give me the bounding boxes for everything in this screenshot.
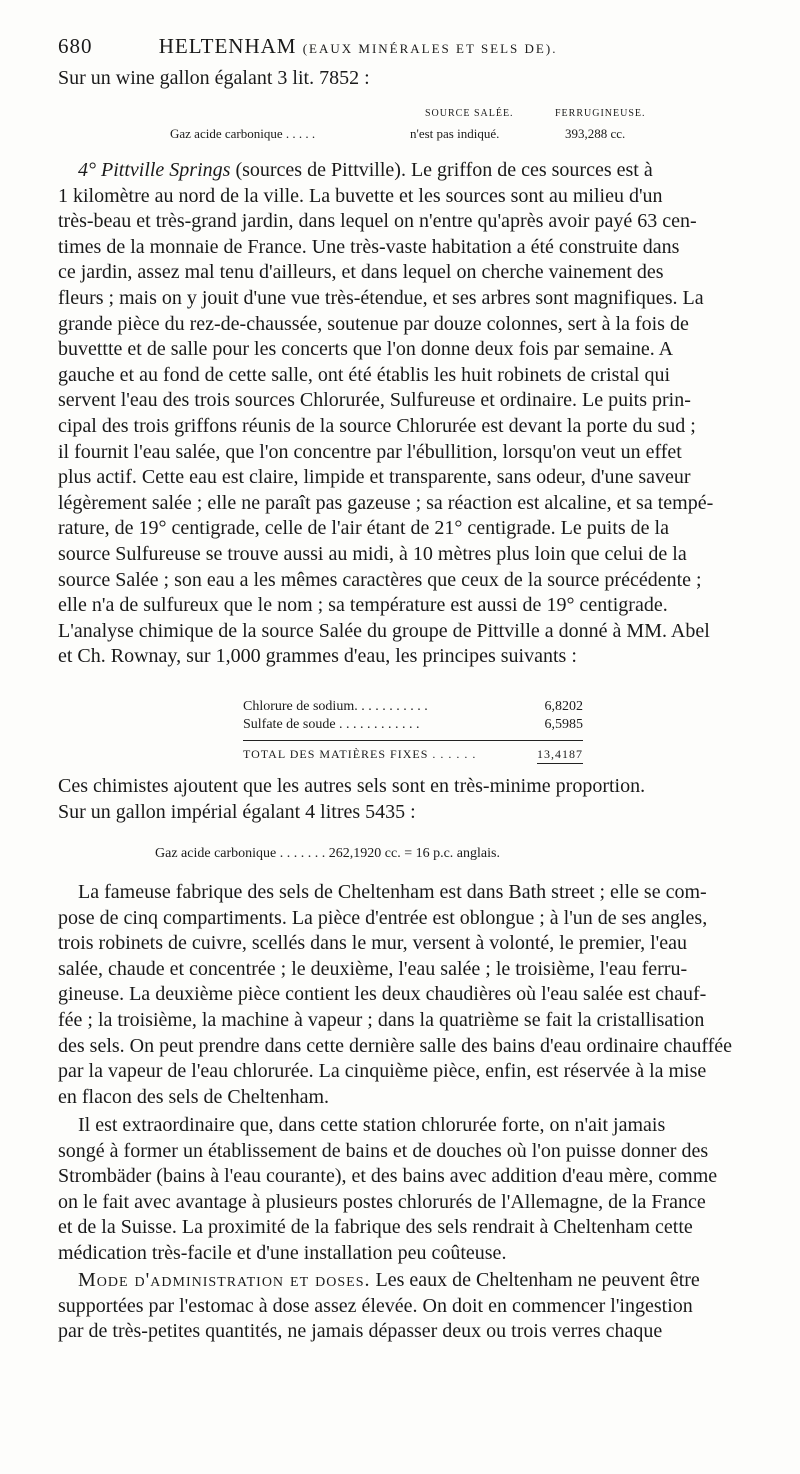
- text-line: des sels. On peut prendre dans cette dernière salle des bains d'eau ordinaire chauffée: [58, 1034, 733, 1057]
- text-line: Mode d'administration et doses. Les eaux de Cheltenham ne peuvent être: [78, 1269, 700, 1291]
- text-line: fée ; la troisième, la machine à vapeur ; dans la quatrième se fait la cristallisation: [58, 1008, 705, 1031]
- text-line: 1 kilomètre au nord de la ville. La buvette et les sources sont au milieu d'un: [58, 184, 663, 207]
- analysis-row: [243, 698, 583, 716]
- text-line: plus actif. Cette eau est claire, limpide et transparente, sans odeur, d'une saveur: [58, 466, 691, 489]
- text-line: source Sulfureuse se trouve aussi au midi, à 10 mètres plus loin que celui de la: [58, 542, 687, 565]
- text-line: Sur un gallon impérial égalant 4 litres 5435 :: [58, 800, 416, 823]
- text-line: pose de cinq compartiments. La pièce d'entrée est oblongue ; à l'un de ses angles,: [58, 906, 708, 929]
- text-line: par de très-petites quantités, ne jamais dépasser deux ou trois verres chaque: [58, 1320, 663, 1343]
- gas-value-ferrugineuse: 393,288 cc.: [565, 126, 626, 141]
- page-number: 680: [58, 34, 93, 58]
- section-heading: Mode d'administration et doses.: [78, 1269, 371, 1291]
- text-line: times de la monnaie de France. Une très-vaste habitation a été construite dans: [58, 235, 680, 258]
- gas-row-label: Gaz acide carbonique . . . . .: [170, 126, 316, 141]
- text-line: médication très-facile et d'une installation peu coûteuse.: [58, 1241, 507, 1264]
- gas-line-imperial: Gaz acide carbonique . . . . . . . 262,1920 cc. = 16 p.c. anglais.: [155, 846, 500, 861]
- text-line: source Salée ; son eau a les mêmes caractères que ceux de la source précédente ;: [58, 568, 702, 591]
- paragraph-administration: [58, 1268, 758, 1345]
- text-line: trois robinets de cuivre, scellés dans le mur, versent à volonté, le premier, l'eau: [58, 932, 688, 955]
- text-line: gineuse. La deuxième pièce contient les deux chaudières où l'eau salée est chauf-: [58, 983, 707, 1006]
- col-header-salee: SOURCE SALÉE.: [425, 108, 514, 119]
- text-line: cipal des trois griffons réunis de la source Chlorurée est devant la porte du sud ;: [58, 414, 696, 437]
- text-line: légèrement salée ; elle ne paraît pas gazeuse ; sa réaction est alcaline, et sa tempé-: [58, 491, 714, 514]
- section-title: 4° Pittville Springs: [78, 159, 231, 181]
- text-line: et de la Suisse. La proximité de la fabrique des sels rendrait à Cheltenham cette: [58, 1216, 693, 1239]
- text-line: supportées par l'estomac à dose assez élevée. On doit en commencer l'ingestion: [58, 1294, 693, 1317]
- text-line: gauche et au fond de cette salle, ont été établis les huit robinets de cristal qui: [58, 363, 671, 386]
- text-line: ce jardin, assez mal tenu d'ailleurs, et dans lequel on cherche vainement des: [58, 261, 664, 284]
- text-line: par la vapeur de l'eau chlorurée. La cinquième pièce, enfin, est réservée à la mise: [58, 1060, 707, 1083]
- analysis-row: [243, 716, 583, 734]
- text-line: fleurs ; mais on y jouit d'une vue très-étendue, et ses arbres sont magnifiques. La: [58, 286, 704, 309]
- col-header-ferrugineuse: FERRUGINEUSE.: [555, 108, 646, 119]
- analysis-total-label: TOTAL DES MATIÈRES FIXES . . . . . .: [243, 747, 477, 761]
- text-line: 4° Pittville Springs (sources de Pittville). Le griffon de ces sources est à: [78, 159, 653, 181]
- text-line: servent l'eau des trois sources Chlorurée, Sulfureuse et ordinaire. Le puits prin-: [58, 389, 691, 412]
- analysis-table: [243, 698, 583, 764]
- text-line: en flacon des sels de Cheltenham.: [58, 1085, 330, 1108]
- analysis-total-value: 13,4187: [537, 745, 583, 764]
- text-line: songé à former un établissement de bains et de douches où l'on puisse donner des: [58, 1139, 709, 1162]
- text-line: buvettte et de salle pour les concerts que l'on donne deux fois par semaine. A: [58, 338, 674, 361]
- chemists-note: [58, 774, 758, 825]
- analysis-total-row: [243, 740, 583, 764]
- text-line: on le fait avec avantage à plusieurs postes chlorurés de l'Allemagne, de la France: [58, 1190, 706, 1213]
- analysis-label: Chlorure de sodium. . . . . . . . . . .: [243, 699, 428, 714]
- paragraph-pittville: [58, 158, 758, 670]
- gas-value-salee: n'est pas indiqué.: [410, 126, 500, 141]
- text-line: Il est extraordinaire que, dans cette station chlorurée forte, on n'ait jamais: [78, 1114, 666, 1136]
- text-line: très-beau et très-grand jardin, dans lequel on n'entre qu'après avoir payé 63 cen-: [58, 210, 697, 233]
- text-line: L'analyse chimique de la source Salée du groupe de Pittville a donné à MM. Abel: [58, 619, 710, 642]
- paragraph-fabrique: [58, 880, 758, 1110]
- intro-line: Sur un wine gallon égalant 3 lit. 7852 :: [58, 67, 370, 89]
- text-line: salée, chaude et concentrée ; le deuxième, l'eau salée ; le troisième, l'eau ferru-: [58, 957, 688, 980]
- text-line: grande pièce du rez-de-chaussée, soutenue par douze colonnes, sert à la fois de: [58, 312, 689, 335]
- text-line: Strombäder (bains à l'eau courante), et des bains avec addition d'eau mère, comme: [58, 1165, 718, 1188]
- header-subtitle: (EAUX MINÉRALES ET SELS DE).: [302, 41, 558, 56]
- text-line: La fameuse fabrique des sels de Cheltenham est dans Bath street ; elle se com-: [78, 881, 707, 903]
- running-header: [58, 34, 758, 59]
- text-line: il fournit l'eau salée, que l'on concentre par l'ébullition, lorsqu'on veut un effet: [58, 440, 682, 463]
- analysis-value: 6,8202: [544, 699, 583, 714]
- text-line: Ces chimistes ajoutent que les autres sels sont en très-minime proportion.: [58, 775, 646, 797]
- analysis-label: Sulfate de soude . . . . . . . . . . . .: [243, 717, 420, 732]
- text-line: rature, de 19° centigrade, celle de l'air étant de 21° centigrade. Le puits de la: [58, 517, 669, 540]
- analysis-value: 6,5985: [544, 717, 583, 732]
- text-line: et Ch. Rownay, sur 1,000 grammes d'eau, les principes suivants :: [58, 645, 577, 668]
- paragraph-strombader: [58, 1113, 758, 1267]
- text-line: elle n'a de sulfureux que le nom ; sa température est aussi de 19° centigrade.: [58, 594, 668, 617]
- header-title: HELTENHAM: [158, 34, 297, 58]
